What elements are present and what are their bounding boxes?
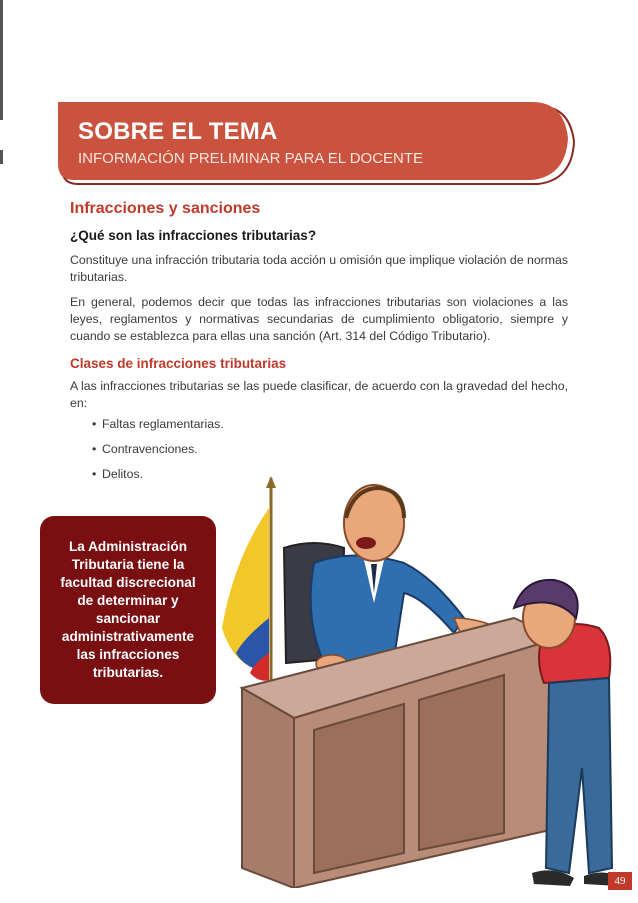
banner-title: SOBRE EL TEMA [78, 118, 278, 145]
paragraph: A las infracciones tributarias se las puede clasificar, de acuerdo con la gravedad del hecho, en: [70, 379, 568, 410]
section-banner [58, 102, 578, 184]
crop-marks [0, 0, 6, 903]
judge-scolding-boy-illustration [214, 468, 638, 888]
bullet-icon: • [92, 417, 97, 431]
list-item: • Delitos. [92, 467, 144, 481]
list-item: • Faltas reglamentarias. [92, 417, 224, 431]
list-item: • Contravenciones. [92, 442, 198, 456]
crop-mark [0, 0, 3, 120]
banner-subtitle: INFORMACIÓN PRELIMINAR PARA EL DOCENTE [78, 150, 424, 167]
callout-text: La Administración Tributaria tiene la facultad discrecional de determinar y sancionar administrativamente las infracciones tributarias. [60, 539, 196, 680]
question-heading: ¿Qué son las infracciones tributarias? [70, 228, 317, 243]
infraction-list [92, 416, 224, 491]
callout-box [40, 516, 216, 704]
crop-mark [0, 150, 3, 164]
subheading: Clases de infracciones tributarias [70, 356, 287, 371]
bullet-icon: • [92, 467, 97, 481]
paragraph: En general, podemos decir que todas las infracciones tributarias son violaciones a las leyes, reglamentos y normativas secundarias de cumplimiento obligatorio, siempre y cuando se establezca para ellas una sanción (Art. 314 del Código Tributario). [70, 295, 568, 343]
section-heading: Infracciones y sanciones [70, 200, 261, 217]
page-number: 49 [608, 872, 632, 890]
paragraph: Constituye una infracción tributaria toda acción u omisión que implique violación de normas tributarias. [70, 253, 568, 284]
bullet-icon: • [92, 442, 97, 456]
